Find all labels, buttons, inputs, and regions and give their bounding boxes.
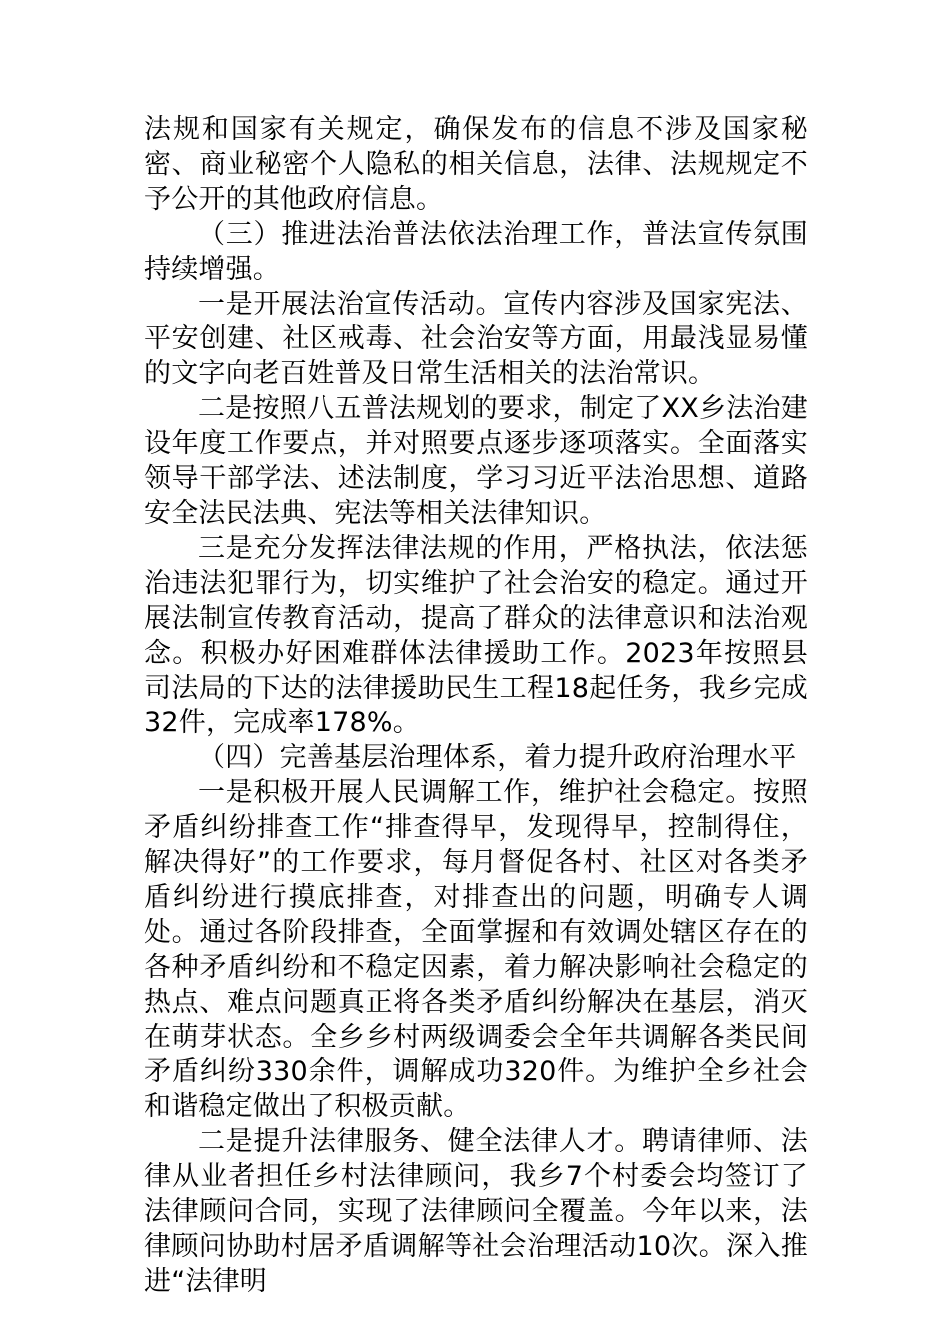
paragraph: 二是提升法律服务、健全法律人才。聘请律师、法律从业者担任乡村法律顾问，我乡7个村委会均签订了法律顾问合同，实现了法律顾问全覆盖。今年以来，法律顾问协助村居矛盾调解等社会治理活动10次。深入推进“法律明 [144, 1126, 808, 1297]
paragraph: 三是充分发挥法律法规的作用，严格执法，依法惩治违法犯罪行为，切实维护了社会治安的稳定。通过开展法制宣传教育活动，提高了群众的法律意识和法治观念。积极办好困难群体法律援助工作。2023年按照县司法局的下达的法律援助民生工程18起任务，我乡完成32件，完成率178%。 [144, 532, 808, 739]
paragraph: 一是开展法治宣传活动。宣传内容涉及国家宪法、平安创建、社区戒毒、社会治安等方面，用最浅显易懂的文字向老百姓普及日常生活相关的法治常识。 [144, 288, 808, 390]
paragraph-continuation: 法规和国家有关规定，确保发布的信息不涉及国家秘密、商业秘密个人隐私的相关信息，法律、法规规定不予公开的其他政府信息。 [144, 114, 808, 215]
document-body [144, 113, 808, 1300]
paragraph: 一是积极开展人民调解工作，维护社会稳定。按照矛盾纠纷排查工作“排查得早，发现得早，控制得住，解决得好”的工作要求，每月督促各村、社区对各类矛盾纠纷进行摸底排查，对排查出的问题，明确专人调处。通过各阶段排查，全面掌握和有效调处辖区存在的各种矛盾纠纷和不稳定因素，着力解决影响社会稳定的热点、难点问题真正将各类矛盾纠纷解决在基层，消灭在萌芽状态。全乡乡村两级调委会全年共调解各类民间矛盾纠纷330余件，调解成功320件。为维护全乡社会和谐稳定做出了积极贡献。 [144, 777, 808, 1123]
paragraph: 二是按照八五普法规划的要求，制定了XX乡法治建设年度工作要点，并对照要点逐步逐项落实。全面落实领导干部学法、述法制度，学习习近平法治思想、道路安全法民法典、宪法等相关法律知识。 [144, 393, 808, 529]
section-heading-3: （三）推进法治普法依法治理工作，普法宣传氛围持续增强。 [144, 218, 808, 285]
section-heading-4: （四）完善基层治理体系，着力提升政府治理水平 [198, 742, 797, 774]
